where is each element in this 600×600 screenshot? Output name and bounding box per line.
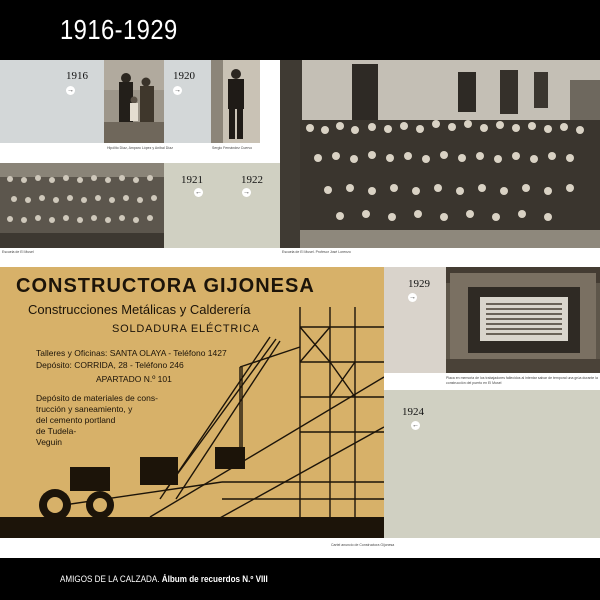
arrow-left-icon[interactable]: ← — [195, 189, 202, 196]
ad-line: del cemento portland — [36, 415, 116, 425]
year-1921: 1921 — [181, 174, 203, 186]
plaque-image — [446, 267, 600, 373]
ad-line: Veguin — [36, 437, 62, 447]
arrow-right-icon[interactable]: → — [409, 294, 416, 301]
school-large-image — [280, 60, 600, 248]
ad-line: APARTADO N.º 101 — [96, 374, 172, 384]
crane-illustration — [0, 267, 384, 538]
ad-line: Depósito de materiales de cons- — [36, 393, 158, 403]
ad-title: CONSTRUCTORA GIJONESA — [16, 275, 315, 297]
page-title: 1916-1929 — [60, 14, 178, 45]
family-photo — [104, 60, 164, 143]
constructora-ad — [0, 267, 384, 538]
plaque-photo — [446, 267, 600, 373]
caption-ad: Cartel anuncio de Constructora Gijonesa — [331, 543, 395, 547]
caption-school-small: Escuela de El Musel — [2, 250, 34, 254]
year-1916: 1916 — [66, 70, 88, 82]
footer-title — [60, 574, 268, 584]
year-1922: 1922 — [241, 174, 263, 186]
ad-line: SOLDADURA ELÉCTRICA — [112, 323, 260, 335]
ad-line: de Tudela- — [36, 426, 77, 436]
caption-family: Hipólito Díaz, Amparo López y Aníbal Díaz — [107, 146, 173, 150]
man-photo-image — [211, 60, 260, 143]
caption-plaque: Placa en memoria de los trabajadores fallecidos al intentar salvar de temporal una grúa durante la construcción del puerto en El Musel — [446, 376, 598, 385]
footer-title-text: AMIGOS DE LA CALZADA. — [60, 574, 160, 584]
arrow-right-icon[interactable]: → — [243, 189, 250, 196]
ad-line: Talleres y Oficinas: SANTA OLAYA - Teléfono 1427 — [36, 348, 227, 358]
arrow-right-icon[interactable]: → — [67, 87, 74, 94]
caption-school-large: Escuela de El Musel. Profesor José Lorenzo — [282, 250, 351, 254]
arrow-left-icon[interactable]: ← — [412, 422, 419, 429]
school-small-image — [0, 163, 164, 248]
footer-subtitle: Álbum de recuerdos N.º VIII — [161, 574, 268, 584]
year-1920: 1920 — [173, 70, 195, 82]
arrow-right-icon[interactable]: → — [174, 87, 181, 94]
school-small-photo — [0, 163, 164, 248]
ad-line: Depósito: CORRIDA, 28 - Teléfono 246 — [36, 360, 184, 370]
ad-line: trucción y saneamiento, y — [36, 404, 133, 414]
ad-line: Construcciones Metálicas y Calderería — [28, 302, 251, 317]
family-photo-image — [104, 60, 164, 143]
year-1924: 1924 — [402, 406, 424, 418]
panel-1916 — [0, 60, 104, 143]
man-photo — [211, 60, 260, 143]
year-1929: 1929 — [408, 278, 430, 290]
caption-man: Sergio Fernández Cuervo — [212, 146, 253, 150]
school-large-photo — [280, 60, 600, 248]
